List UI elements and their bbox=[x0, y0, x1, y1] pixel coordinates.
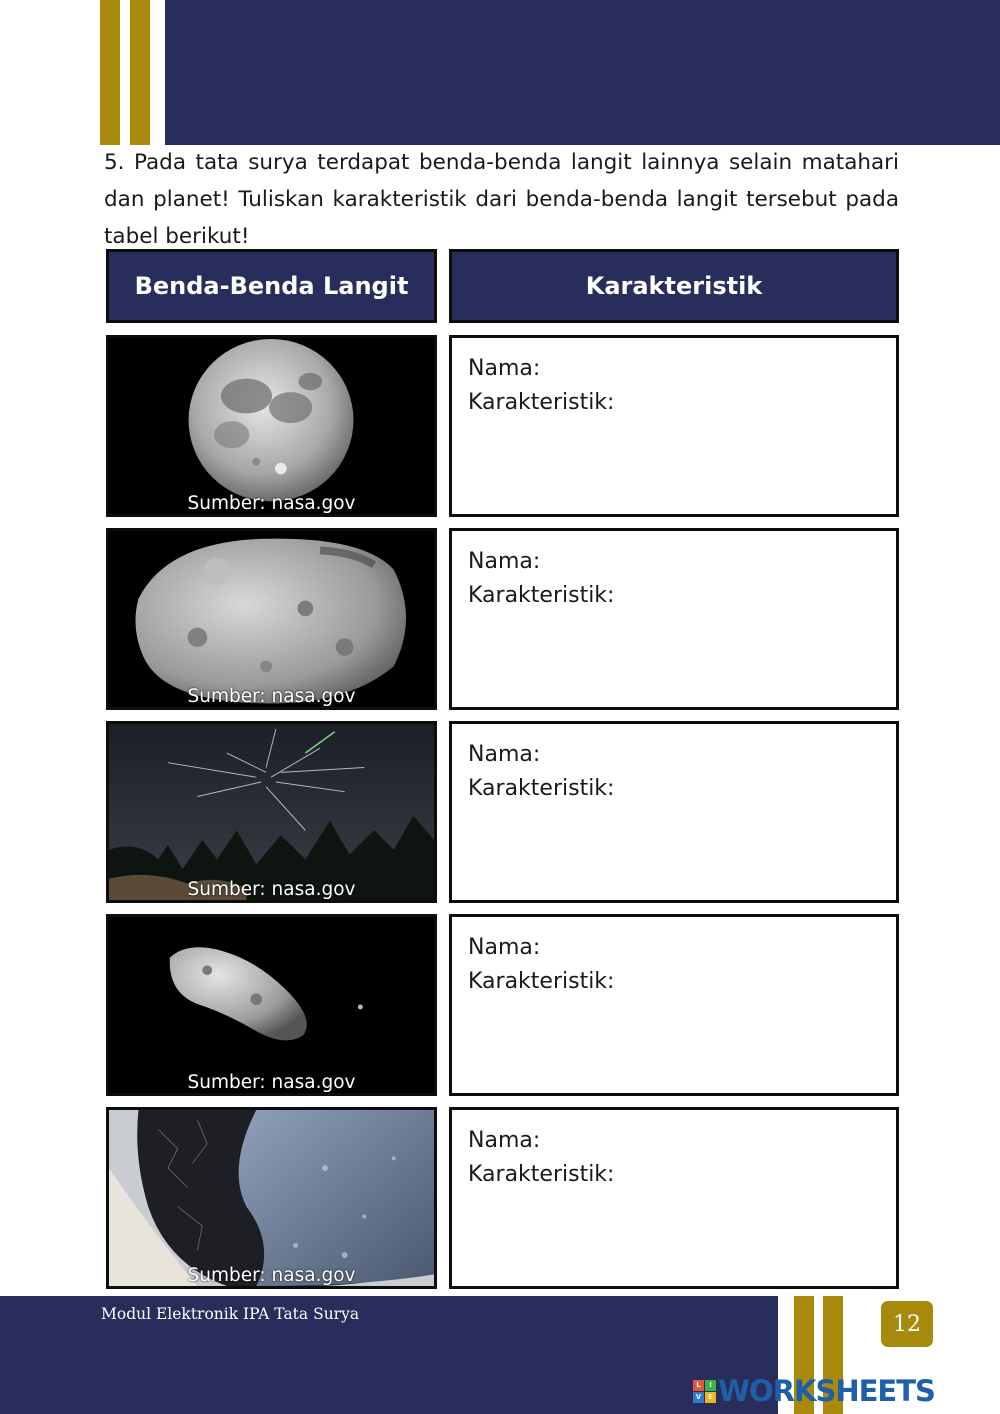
answer-box[interactable] bbox=[449, 528, 899, 710]
table-header-characteristics: Karakteristik bbox=[449, 249, 899, 323]
characteristic-label: Karakteristik: bbox=[468, 583, 615, 608]
liveworksheets-wordmark: WORKSHEETS bbox=[718, 1374, 935, 1408]
liveworksheets-logo-icon: L I V E bbox=[693, 1380, 716, 1403]
answer-box[interactable] bbox=[449, 1107, 899, 1289]
image-source-caption: Sumber: nasa.gov bbox=[187, 1072, 356, 1093]
name-label: Nama: bbox=[468, 356, 541, 381]
module-title: Modul Elektronik IPA Tata Surya bbox=[101, 1305, 360, 1323]
asteroid-photo bbox=[106, 528, 437, 710]
name-label: Nama: bbox=[468, 549, 541, 574]
image-source-caption: Sumber: nasa.gov bbox=[187, 1265, 356, 1286]
header-gold-stripe bbox=[130, 0, 150, 145]
moon-photo bbox=[106, 335, 437, 517]
characteristic-label: Karakteristik: bbox=[468, 776, 615, 801]
image-source-caption: Sumber: nasa.gov bbox=[187, 879, 356, 900]
name-label: Nama: bbox=[468, 935, 541, 960]
liveworksheets-logo bbox=[693, 1374, 935, 1408]
image-source-caption: Sumber: nasa.gov bbox=[187, 493, 356, 514]
characteristic-label: Karakteristik: bbox=[468, 390, 615, 415]
asteroid-with-moon-photo bbox=[106, 914, 437, 1096]
header-gold-stripe bbox=[100, 0, 120, 145]
page-number: 12 bbox=[881, 1301, 933, 1347]
answer-box[interactable] bbox=[449, 335, 899, 517]
name-label: Nama: bbox=[468, 742, 541, 767]
table-header-objects: Benda-Benda Langit bbox=[106, 249, 437, 323]
meteor-shower-photo bbox=[106, 721, 437, 903]
name-label: Nama: bbox=[468, 1128, 541, 1153]
header-band bbox=[165, 0, 1000, 145]
answer-box[interactable] bbox=[449, 914, 899, 1096]
characteristic-label: Karakteristik: bbox=[468, 1162, 615, 1187]
answer-box[interactable] bbox=[449, 721, 899, 903]
question-text: 5. Pada tata surya terdapat benda-benda langit lainnya selain matahari dan planet! Tuliskan karakteristik dari benda-benda langit tersebut pada tabel berikut! bbox=[104, 150, 899, 249]
meteorite-photo bbox=[106, 1107, 437, 1289]
image-source-caption: Sumber: nasa.gov bbox=[187, 686, 356, 707]
characteristic-label: Karakteristik: bbox=[468, 969, 615, 994]
